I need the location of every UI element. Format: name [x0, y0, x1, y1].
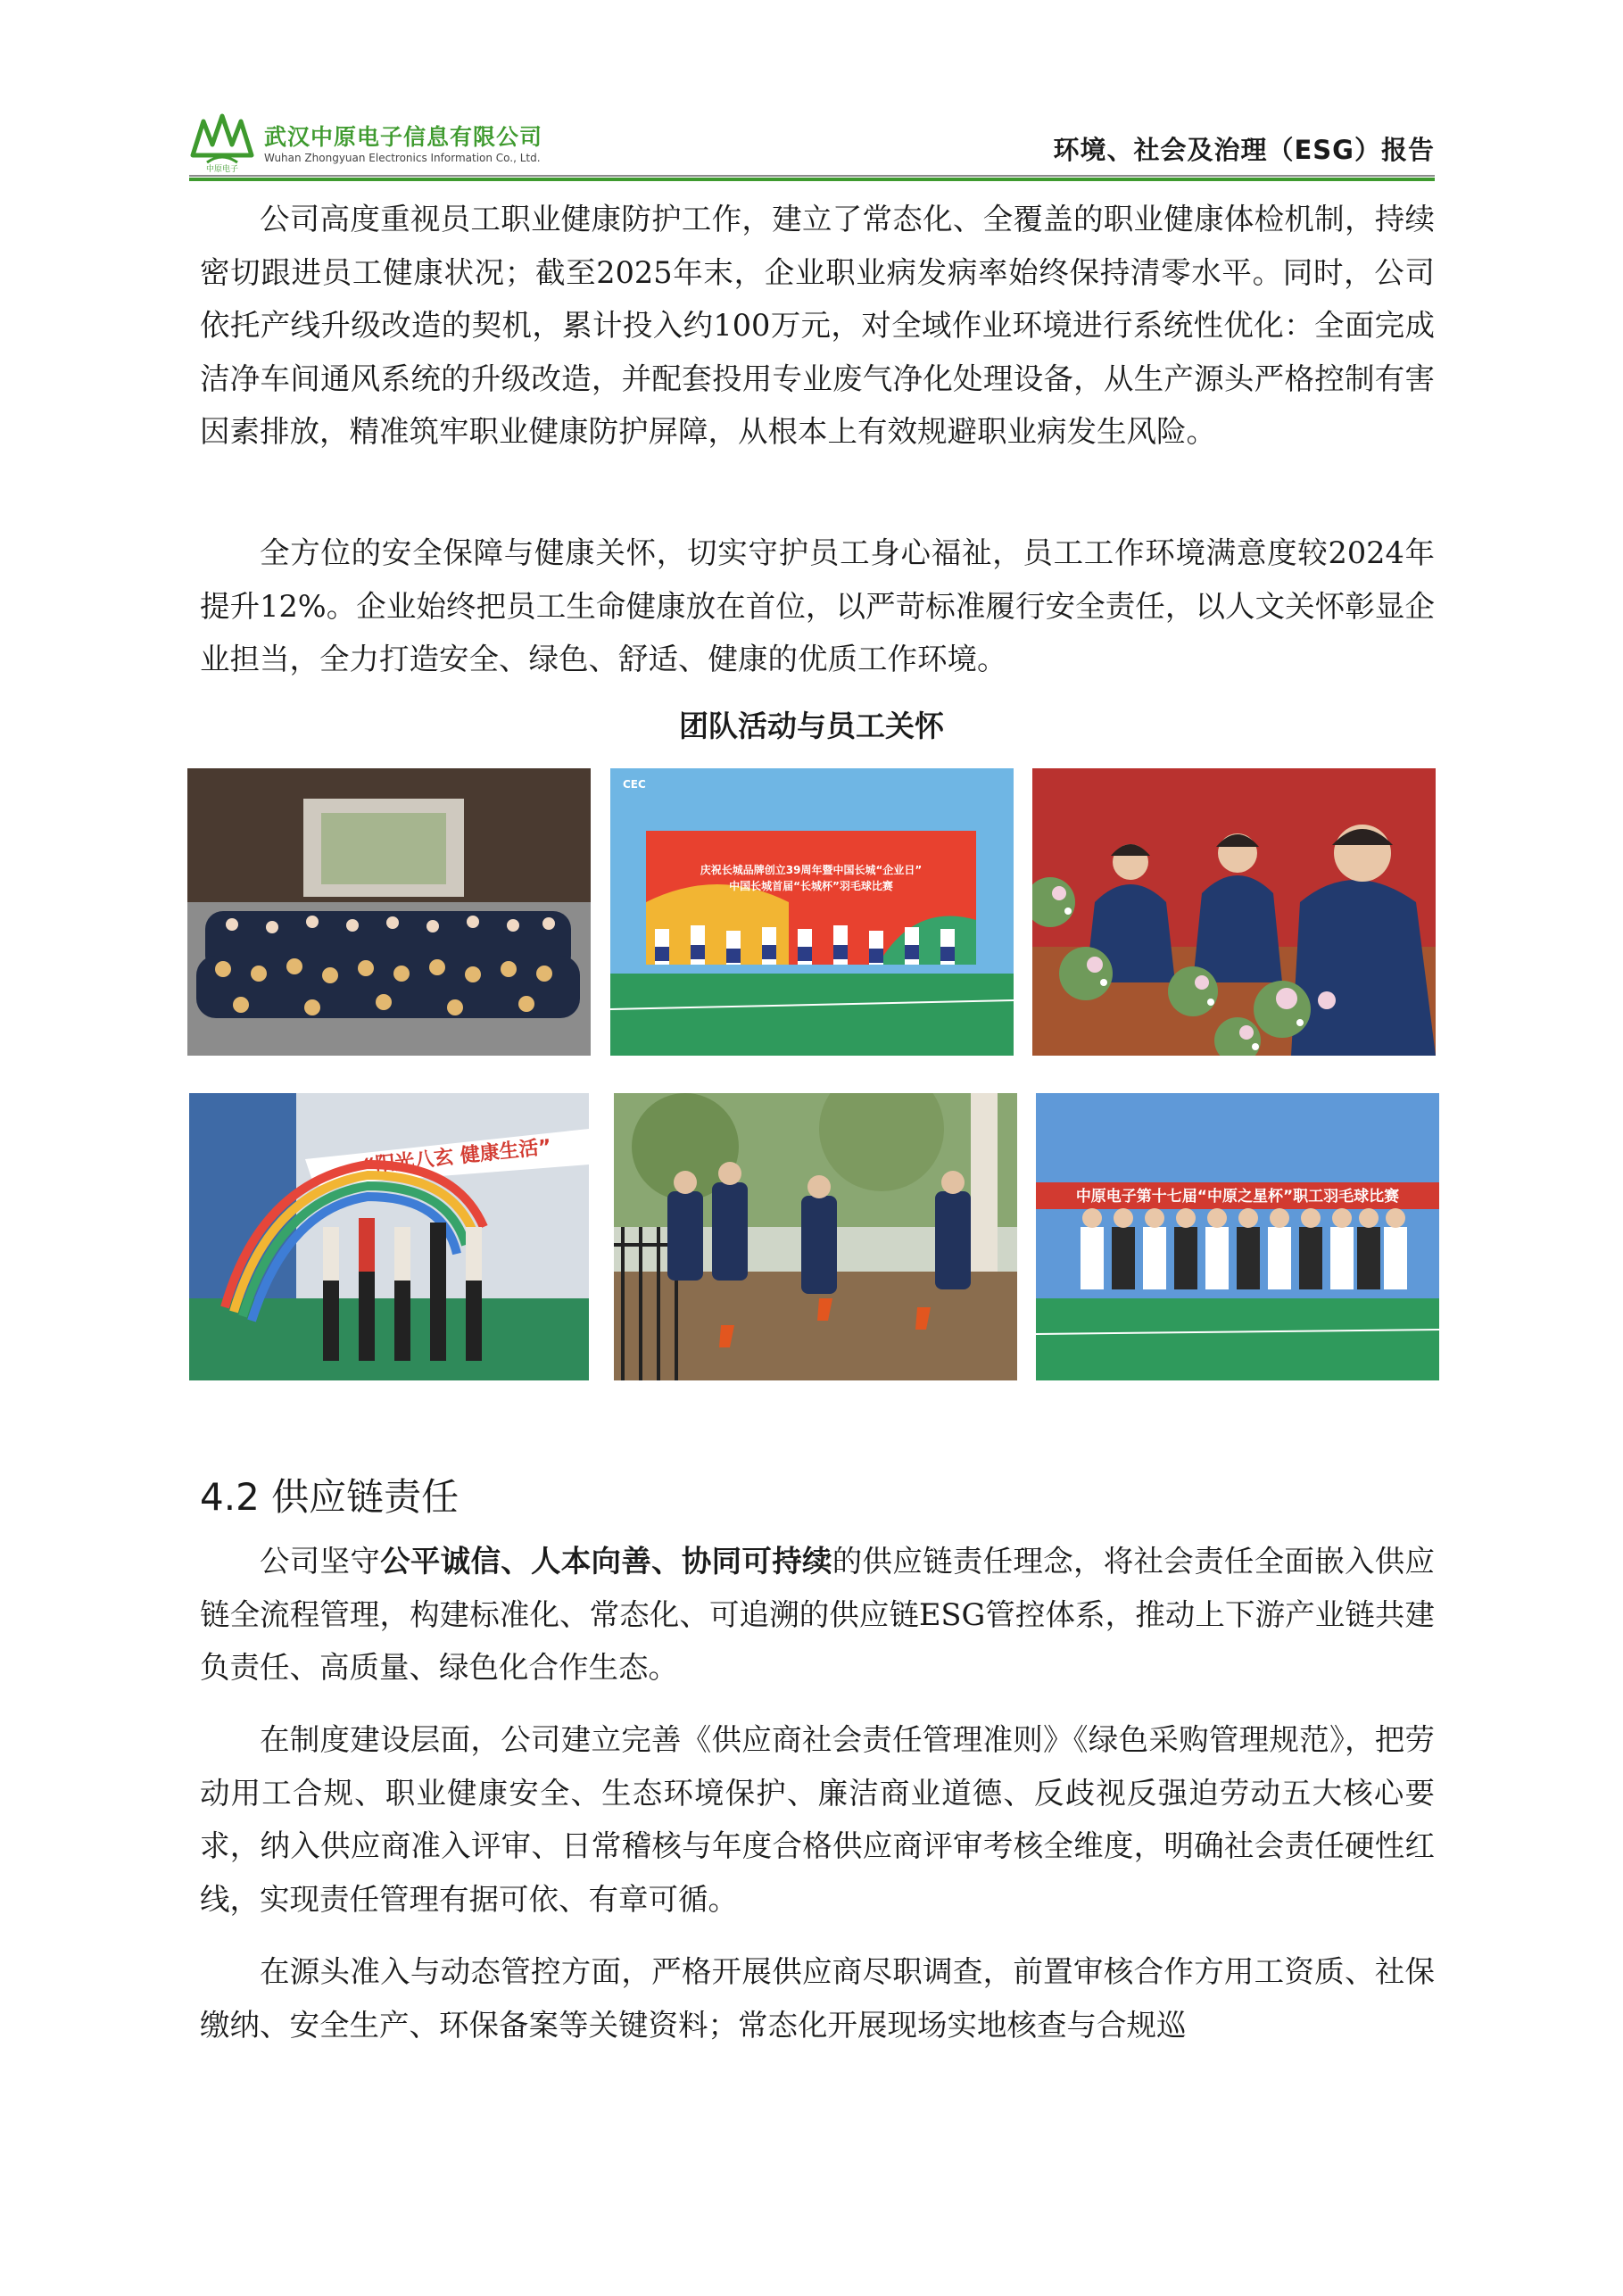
paragraph-supply-chain-philosophy [200, 1535, 1435, 1695]
photo-badminton-team [1036, 1093, 1439, 1380]
photo-group-flowers [187, 768, 591, 1056]
paragraph-source-control: 在源头准入与动态管控方面，严格开展供应商尽职调查，前置审核合作方用工资质、社保缴纳、安全生产、环保备案等关键资料；常态化开展现场实地核查与合规巡 [200, 1954, 1435, 2043]
header-divider-accent [189, 178, 1435, 181]
photo-tree-planting [614, 1093, 1017, 1380]
paragraph-occupational-health: 公司高度重视员工职业健康防护工作，建立了常态化、全覆盖的职业健康体检机制，持续密切跟进员工健康状况；截至2025年末，企业职业病发病率始终保持清零水平。同时，公司依托产线升级改造的契机，累计投入约100万元，对全域作业环境进行系统性优化：全面完成洁净车间通风系统的升级改造，并配套投用专业废气净化处理设备，从生产源头严格控制有害因素排放，精准筑牢职业健康防护屏障，从根本上有效规避职业病发生风险。 [200, 202, 1435, 449]
company-name-en: Wuhan Zhongyuan Electronics Information Co., Ltd. [264, 152, 541, 164]
photo-team-game [189, 1093, 592, 1380]
report-title: 环境、社会及治理（ESG）报告 [1053, 135, 1435, 165]
banner-text: “阳光八玄 健康生活” [361, 1135, 553, 1179]
cec-logo-text: CEC [623, 778, 646, 791]
philosophy-keywords: 公平诚信、人本向善、协同可持续 [380, 1544, 832, 1579]
paragraph-wellbeing: 全方位的安全保障与健康关怀，切实守护员工身心福祉，员工工作环境满意度较2024年提升12%。企业始终把员工生命健康放在首位，以严苛标准履行安全责任，以人文关怀彰显企业担当，全力打造安全、绿色、舒适、健康的优质工作环境。 [200, 535, 1435, 676]
banner-text-line1: 庆祝长城品牌创立39周年暨中国长城“企业日” [700, 864, 923, 876]
banner-text-line2: 中国长城首届“长城杯”羽毛球比赛 [729, 880, 893, 892]
philosophy-lead: 公司坚守 [260, 1544, 381, 1579]
logo-small-text: 中原电子 [205, 165, 239, 174]
figure-caption: 团队活动与员工关怀 [679, 709, 944, 743]
paragraph-system-building: 在制度建设层面，公司建立完善《供应商社会责任管理准则》《绿色采购管理规范》，把劳动用工合规、职业健康安全、生态环境保护、廉洁商业道德、反歧视反强迫劳动五大核心要求，纳入供应商准入评审、日常稽核与年度合格供应商评审考核全维度，明确社会责任硬性红线，实现责任管理有据可依、有章可循。 [200, 1722, 1435, 1917]
photo-flower-arranging [1032, 768, 1436, 1056]
philosophy-rest: 的供应链责任理念，将社会责任全面嵌入供应链全流程管理，构建标准化、常态化、可追溯的供应链ESG管控体系，推动上下游产业链共建负责任、高质量、绿色化合作生态。 [200, 1544, 1436, 1685]
company-logo-icon [189, 109, 255, 175]
company-name-cn: 武汉中原电子信息有限公司 [264, 124, 543, 150]
page-header [189, 105, 1435, 184]
photo-badminton-event [610, 768, 1014, 1056]
header-divider [189, 175, 1435, 177]
section-title: 4.2 供应链责任 [200, 1475, 460, 1519]
banner-text: 中原电子第十七届“中原之星杯”职工羽毛球比赛 [1075, 1188, 1400, 1206]
